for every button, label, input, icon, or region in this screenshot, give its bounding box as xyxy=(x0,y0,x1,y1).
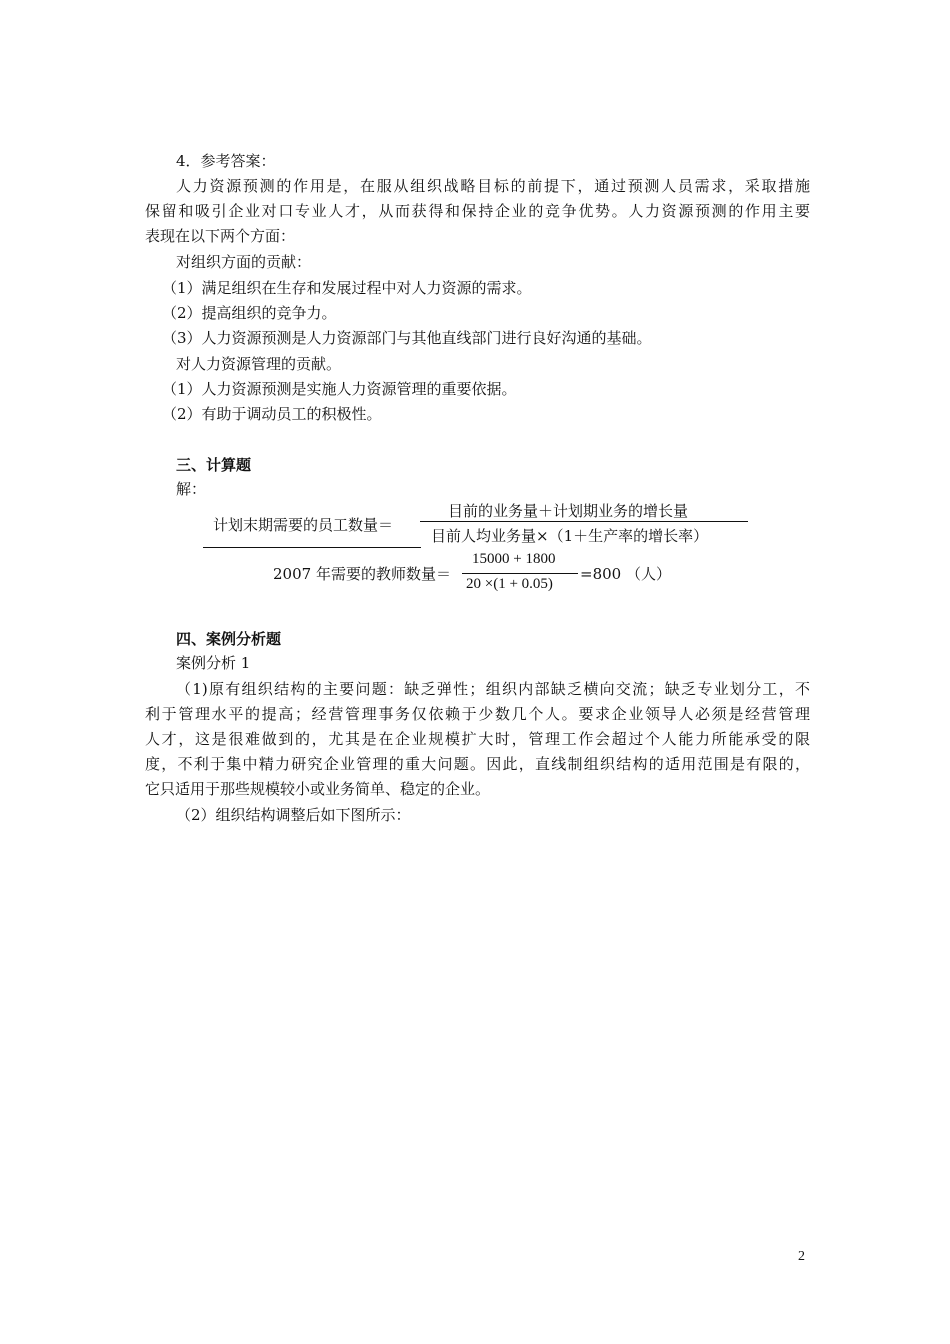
fraction-bar xyxy=(462,573,578,574)
solution-label: 解： xyxy=(176,480,207,498)
list-item: （3）人力资源预测是人力资源部门与其他直线部门进行良好沟通的基础。 xyxy=(162,329,652,347)
paragraph-line: 表现在以下两个方面： xyxy=(145,227,296,245)
formula-result: =800 （人） xyxy=(580,565,671,583)
paragraph-line: （1)原有组织结构的主要问题：缺乏弹性；组织内部缺乏横向交流；缺乏专业划分工，不 xyxy=(176,680,810,698)
hr-contribution-heading: 对人力资源管理的贡献。 xyxy=(176,355,342,373)
underline-rule xyxy=(203,547,421,548)
paragraph-line: 它只适用于那些规模较小或业务简单、稳定的企业。 xyxy=(145,780,491,798)
formula-lhs: 2007 年需要的教师数量＝ xyxy=(273,565,451,583)
formula-lhs: 计划末期需要的员工数量＝ xyxy=(213,516,394,534)
paragraph-line: （2）组织结构调整后如下图所示： xyxy=(176,806,411,824)
list-item: （1）人力资源预测是实施人力资源管理的重要依据。 xyxy=(162,380,517,398)
answer-heading: 4．参考答案： xyxy=(176,152,276,170)
fraction-bar xyxy=(420,521,748,522)
formula-numerator: 15000 + 1800 xyxy=(472,551,556,567)
case-label: 案例分析 1 xyxy=(176,654,251,672)
list-item: （2）有助于调动员工的积极性。 xyxy=(162,405,382,423)
formula-denominator: 目前人均业务量×（1＋生产率的增长率） xyxy=(431,527,709,545)
formula-numerator: 目前的业务量＋计划期业务的增长量 xyxy=(448,502,689,520)
paragraph-line: 人才，这是很难做到的，尤其是在企业规模扩大时，管理工作会超过个人能力所能承受的限 xyxy=(145,730,810,748)
paragraph-line: 度，不利于集中精力研究企业管理的重大问题。因此，直线制组织结构的适用范围是有限的， xyxy=(145,755,810,773)
list-item: （2）提高组织的竞争力。 xyxy=(162,304,337,322)
paragraph-line: 保留和吸引企业对口专业人才，从而获得和保持企业的竞争优势。人力资源预测的作用主要 xyxy=(145,202,810,220)
section-title: 四、案例分析题 xyxy=(176,630,282,648)
list-item: （1）满足组织在生存和发展过程中对人力资源的需求。 xyxy=(162,279,532,297)
section-title: 三、计算题 xyxy=(176,456,252,474)
org-contribution-heading: 对组织方面的贡献： xyxy=(176,253,312,271)
formula-denominator: 20 ×(1 + 0.05) xyxy=(466,576,553,592)
page-number: 2 xyxy=(798,1249,805,1264)
paragraph-line: 人力资源预测的作用是，在服从组织战略目标的前提下，通过预测人员需求，采取措施 xyxy=(176,177,810,195)
paragraph-line: 利于管理水平的提高；经营管理事务仅依赖于少数几个人。要求企业领导人必须是经营管理 xyxy=(145,705,810,723)
